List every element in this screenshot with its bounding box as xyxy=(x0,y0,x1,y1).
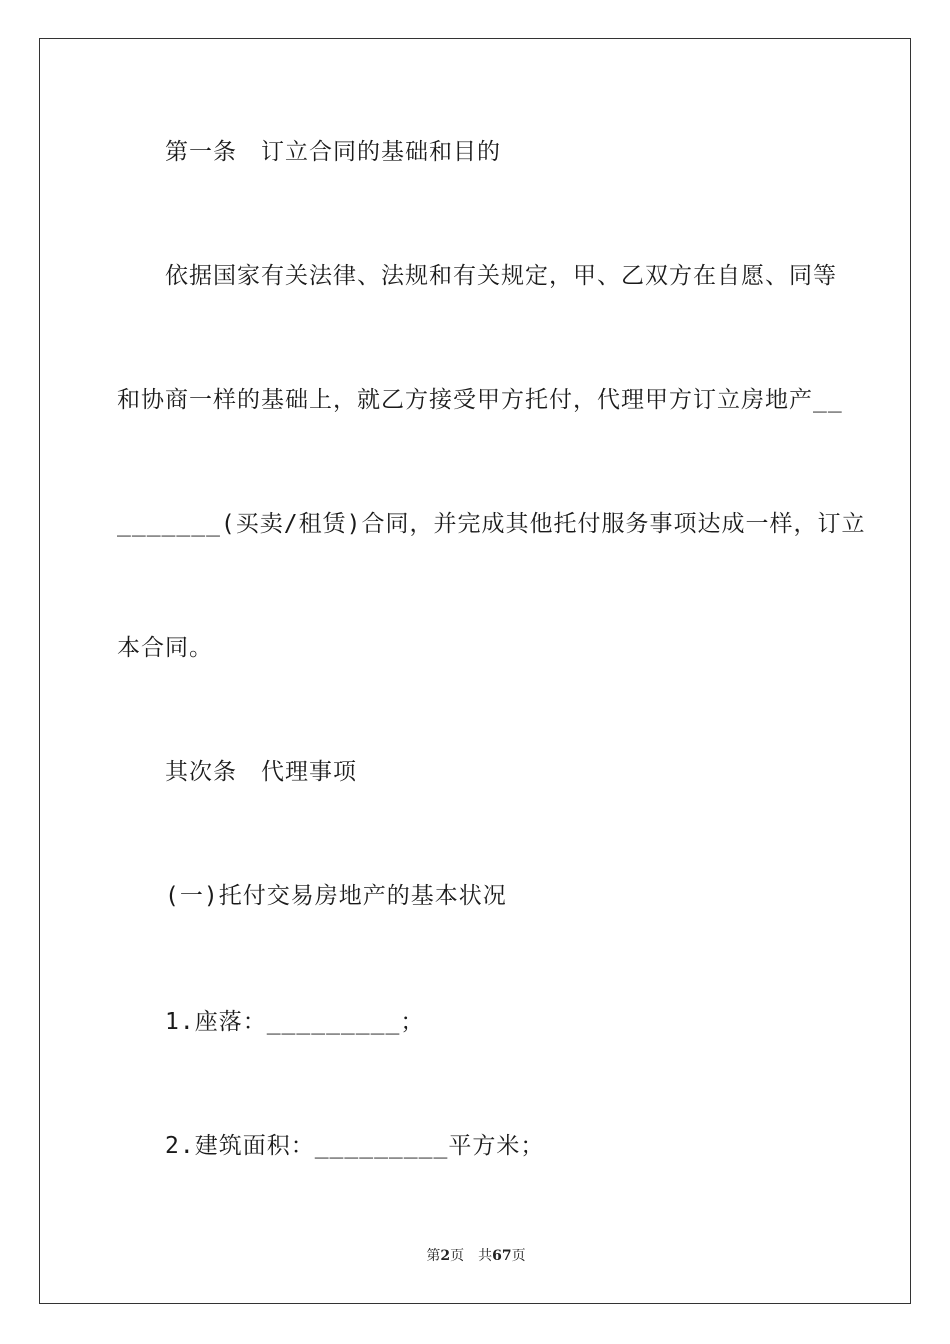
paragraph-line-2: 和协商一样的基础上，就乙方接受甲方托付，代理甲方订立房地产__ xyxy=(117,387,843,413)
item-location: 1.座落：_________； xyxy=(165,1009,425,1035)
footer-total-pages: 67 xyxy=(492,1248,512,1264)
footer-page-suffix: 页 共 xyxy=(450,1248,493,1264)
footer-total-suffix: 页 xyxy=(511,1248,526,1264)
paragraph-line-1: 依据国家有关法律、法规和有关规定，甲、乙双方在自愿、同等 xyxy=(165,263,837,289)
item-building-area: 2.建筑面积：_________平方米； xyxy=(165,1133,545,1159)
paragraph-line-4: 本合同。 xyxy=(117,635,213,661)
footer-page-number: 2 xyxy=(440,1248,451,1264)
article-2-heading: 其次条 代理事项 xyxy=(165,759,357,785)
article-1-heading: 第一条 订立合同的基础和目的 xyxy=(165,139,501,165)
section-heading: (一)托付交易房地产的基本状况 xyxy=(165,883,507,909)
paragraph-line-3: _______(买卖/租赁)合同，并完成其他托付服务事项达成一样，订立 xyxy=(117,511,866,537)
document-page xyxy=(39,38,911,1304)
footer-page-prefix: 第 xyxy=(426,1248,441,1264)
page-footer xyxy=(40,1247,912,1265)
